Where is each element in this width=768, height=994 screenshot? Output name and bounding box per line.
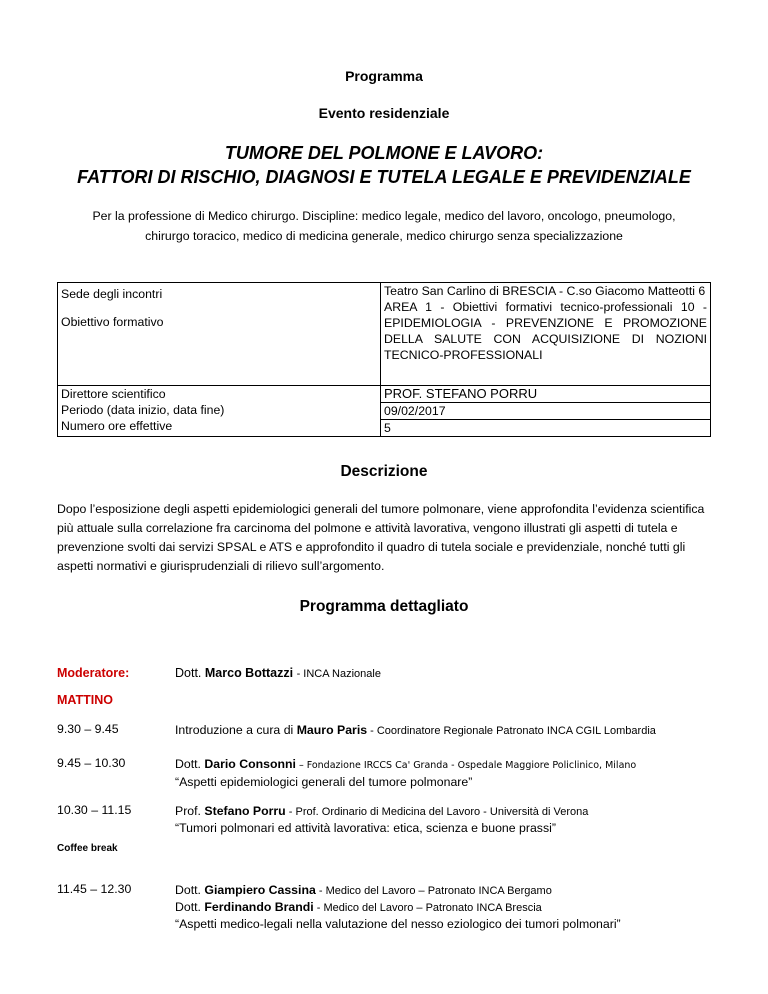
evento-subheading: Evento residenziale: [318, 105, 450, 121]
session-pre: Dott.: [175, 883, 205, 897]
session-details: [175, 882, 735, 932]
talk-title: “Aspetti epidemiologici generali del tumore polmonare”: [175, 775, 473, 789]
direttore-value: PROF. STEFANO PORRU: [381, 386, 710, 403]
session-time: 10.30 – 11.15: [57, 803, 132, 817]
table-row: [58, 283, 711, 386]
direttore-label: Direttore scientifico: [61, 387, 166, 401]
session-speaker-line: [175, 803, 735, 820]
speaker-name: Giampiero Cassina: [204, 883, 316, 897]
session-pre: Prof.: [175, 804, 205, 818]
profession-disciplines: [50, 206, 718, 246]
mattino-label: MATTINO: [57, 693, 114, 707]
session-pre: Dott.: [175, 900, 205, 914]
session-speaker-line: [175, 882, 735, 899]
programma-dettagliato-heading: Programma dettagliato: [299, 598, 469, 615]
speaker-affil: – Fondazione IRCCS Ca' Granda - Ospedale Maggiore Policlinico, Milano: [295, 760, 637, 771]
event-title: [0, 141, 768, 189]
speaker-affil: - Medico del Lavoro – Patronato INCA Brescia: [313, 902, 542, 914]
sede-obiettivo-value-cell: [381, 283, 711, 386]
programma-heading: Programma: [345, 68, 423, 84]
periodo-value: 09/02/2017: [381, 403, 710, 420]
profession-line-2: chirurgo toracico, medico di medicina generale, medico chirurgo senza specializzazione: [145, 229, 623, 243]
moderatore-name: Marco Bottazzi: [204, 666, 294, 680]
descrizione-heading: Descrizione: [340, 463, 428, 480]
session-pre: Dott.: [175, 757, 205, 771]
moderatore-title: Dott.: [175, 666, 202, 680]
event-title-line-2: FATTORI DI RISCHIO, DIAGNOSI E TUTELA LEGALE E PREVIDENZIALE: [77, 167, 691, 187]
session-details: [175, 803, 735, 836]
session-speaker-line: [175, 756, 735, 774]
descrizione-text: Dopo l’esposizione degli aspetti epidemiologici generali del tumore polmonare, viene approfondita l’evidenza scientifica più attuale sulla correlazione fra carcinoma del polmone e attività lavorativa, vengono illustrati gli aspetti di tutela e prevenzione svolti dai servizi SPSAL e ATS e approfondito il quadro di tutela sociale e previdenziale, nonché tutti gli aspetti normativi e giurisprudenziali di rilievo sull’argomento.: [57, 502, 705, 573]
session-time: 9.30 – 9.45: [57, 722, 119, 736]
sede-obiettivo-label-cell: [58, 283, 381, 386]
obiettivo-value: AREA 1 - Obiettivi formativi tecnico-professionali 10 - EPIDEMIOLOGIA - PREVENZIONE E PROMOZIONE DELLA SALUTE CON ACQUISIZIONE DI NOZIONI TECNICO-PROFESSIONALI: [384, 300, 707, 362]
table-row: [58, 386, 711, 437]
session-details: [175, 722, 735, 739]
speaker-affil: - Prof. Ordinario di Medicina del Lavoro - Università di Verona: [285, 806, 589, 818]
talk-title: “Aspetti medico-legali nella valutazione del nesso eziologico dei tumori polmonari”: [175, 917, 621, 931]
ore-value: 5: [384, 421, 391, 435]
session-speaker-line: [175, 899, 735, 916]
sede-label: Sede degli incontri: [61, 287, 163, 301]
speaker-name: Ferdinando Brandi: [204, 900, 314, 914]
speaker-affil: - Coordinatore Regionale Patronato INCA CGIL Lombardia: [367, 725, 656, 737]
meta-label-cell: [58, 386, 381, 437]
session-time: 9.45 – 10.30: [57, 756, 126, 770]
periodo-label: Periodo (data inizio, data fine): [61, 403, 225, 417]
coffee-break-label: Coffee break: [57, 843, 118, 854]
speaker-name: Stefano Porru: [204, 804, 286, 818]
event-info-table: [57, 282, 711, 437]
sede-value: Teatro San Carlino di BRESCIA - C.so Giacomo Matteotti 6: [384, 284, 706, 298]
obiettivo-label: Obiettivo formativo: [61, 315, 164, 329]
session-time: 11.45 – 12.30: [57, 882, 132, 896]
moderatore-affil: - INCA Nazionale: [296, 668, 381, 680]
event-title-line-1: TUMORE DEL POLMONE E LAVORO:: [224, 143, 544, 163]
profession-line-1: Per la professione di Medico chirurgo. Discipline: medico legale, medico del lavoro, oncologo, pneumologo,: [92, 209, 676, 223]
speaker-name: Dario Consonni: [204, 757, 296, 771]
speaker-affil: - Medico del Lavoro – Patronato INCA Bergamo: [315, 885, 552, 897]
moderatore-value: [175, 666, 381, 680]
ore-label: Numero ore effettive: [61, 419, 173, 433]
talk-title: “Tumori polmonari ed attività lavorativa: etica, scienza e buone prassi”: [175, 821, 556, 835]
session-pre: Introduzione a cura di: [175, 723, 297, 737]
speaker-name: Mauro Paris: [296, 723, 368, 737]
session-details: [175, 756, 735, 790]
moderatore-label: Moderatore:: [57, 666, 130, 680]
meta-value-cell: [381, 386, 711, 437]
